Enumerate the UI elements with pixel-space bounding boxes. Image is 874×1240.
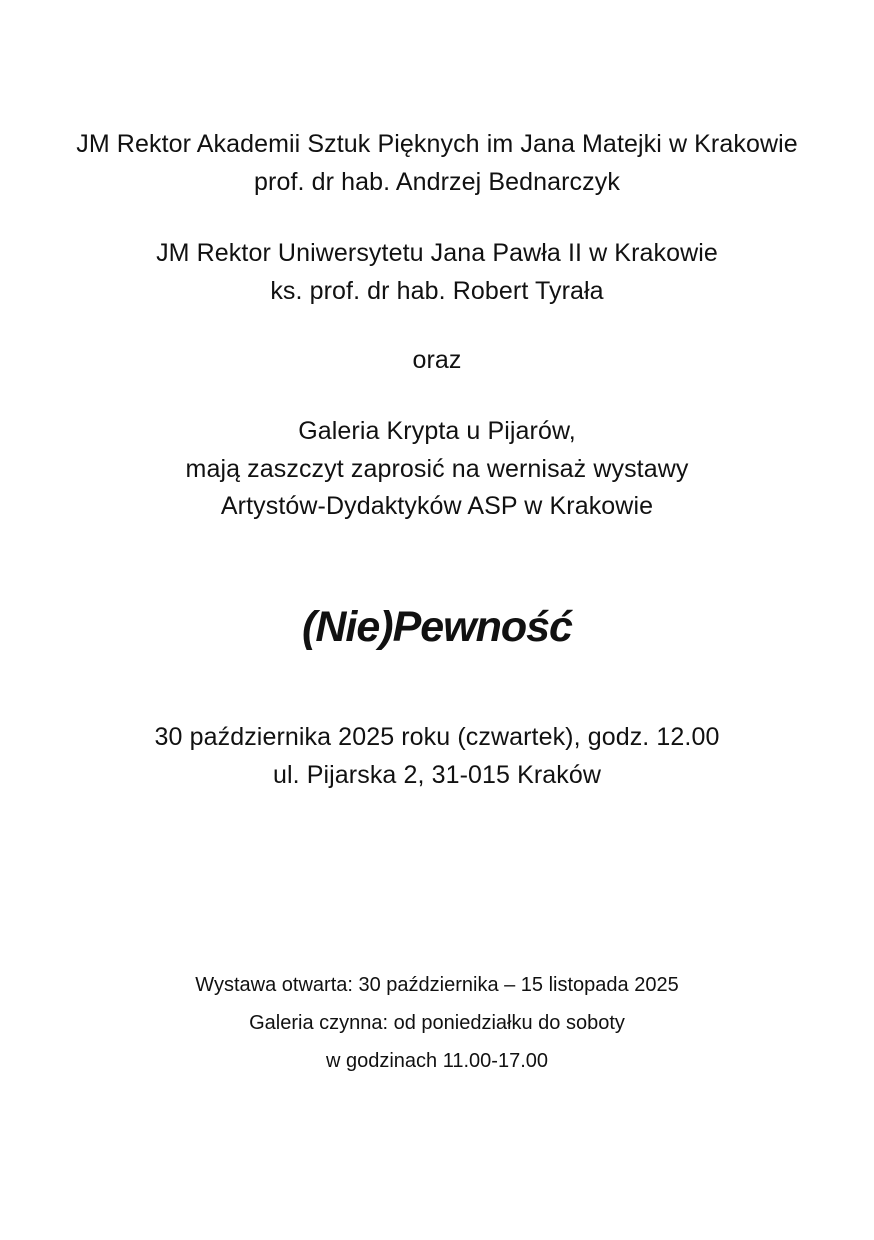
event-address: ul. Pijarska 2, 31-015 Kraków (272, 761, 602, 789)
host1-name: prof. dr hab. Andrzej Bednarczyk (254, 168, 620, 196)
invite-line: mają zaszczyt zaprosić na wernisaż wystawy (185, 455, 689, 483)
conjunction-text: oraz (412, 346, 462, 374)
exhibition-title: (Nie)Pewność (302, 603, 572, 651)
gallery-open-days: Galeria czynna: od poniedziałku do soboty (249, 1012, 625, 1034)
host3-name: Galeria Krypta u Pijarów, (298, 417, 576, 445)
event-datetime: 30 października 2025 roku (czwartek), godz. 12.00 (154, 723, 720, 751)
host2-name: ks. prof. dr hab. Robert Tyrała (270, 277, 604, 305)
host1-title: JM Rektor Akademii Sztuk Pięknych im Jana Matejki w Krakowie (76, 130, 798, 158)
host2-title: JM Rektor Uniwersytetu Jana Pawła II w Krakowie (156, 239, 718, 267)
exhibition-open-period: Wystawa otwarta: 30 października – 15 listopada 2025 (195, 974, 679, 996)
artists-line: Artystów-Dydaktyków ASP w Krakowie (220, 492, 654, 520)
gallery-open-hours: w godzinach 11.00-17.00 (325, 1050, 548, 1072)
